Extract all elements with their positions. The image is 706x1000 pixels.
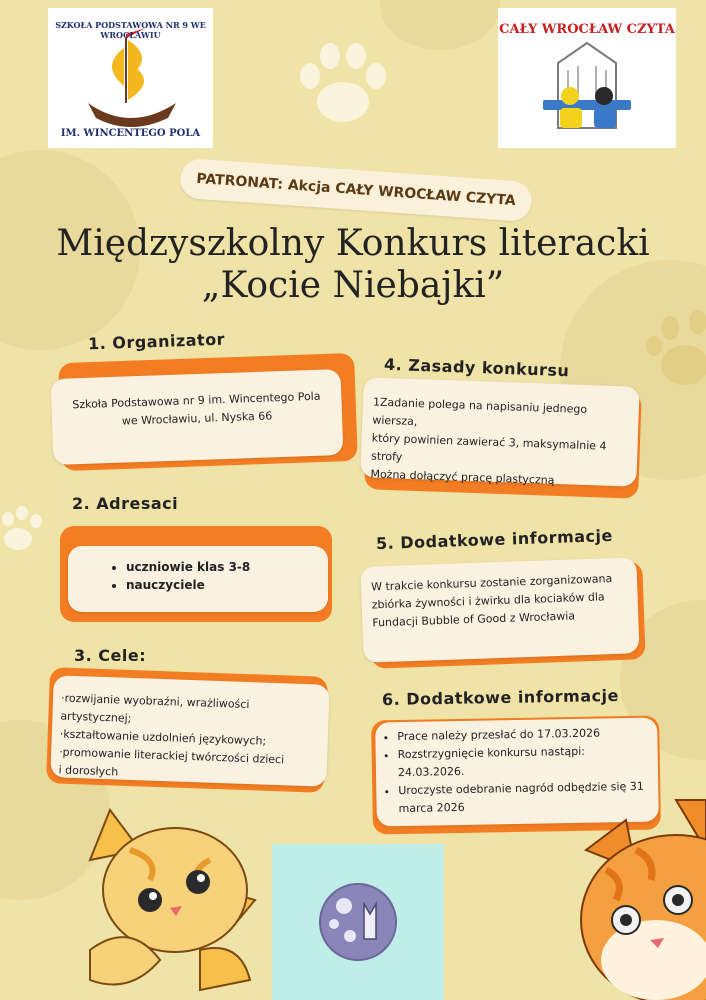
info5-card <box>360 557 639 663</box>
campaign-logo <box>498 8 676 148</box>
addressees-card <box>68 546 328 612</box>
rules-line: 1Zadanie polega na napisaniu jednego wiersza, <box>372 395 588 429</box>
paw-print-icon <box>0 505 45 555</box>
organizer-card <box>51 369 344 465</box>
goals-line: ·rozwijanie wyobraźni, wrażliwości artystycznej; <box>60 691 250 725</box>
list-item: • uczniowie klas 3-8 <box>126 558 328 576</box>
info5-heading: 5. Dodatkowe informacje <box>375 525 614 554</box>
list-item: • Uroczyste odebranie nagród odbędzie się 31 marca 2026 <box>398 778 651 818</box>
rules-line: strofy <box>370 449 403 464</box>
goals-heading: 3. Cele: <box>74 646 147 665</box>
cat-illustration-icon <box>70 790 270 1000</box>
goals-line: ·kształtowanie uzdolnień językowych; <box>59 727 267 748</box>
patron-banner <box>179 158 533 222</box>
paw-print-icon <box>288 40 398 130</box>
campaign-logo-text: CAŁY WROCŁAW CZYTA <box>499 22 675 37</box>
goals-line: ·promowanie literackiej twórczości dzieci <box>58 745 285 767</box>
cat-illustration-icon <box>566 790 706 1000</box>
info5-line: Fundacji Bubble of Good z Wrocławia <box>372 609 576 630</box>
page-subtitle: „Kocie Niebajki” <box>201 265 505 306</box>
addressees-heading: 2. Adresaci <box>72 494 179 513</box>
addressees-list <box>108 558 328 594</box>
organizer-line1: Szkoła Podstawowa nr 9 im. Wincentego Pola <box>72 389 321 412</box>
reading-children-icon <box>498 8 676 148</box>
patron-label: PATRONAT: Akcja CAŁY WROCŁAW CZYTA <box>195 170 517 210</box>
goals-card <box>50 675 329 787</box>
organizer-line2: we Wrocławiu, ul. Nyska 66 <box>121 409 273 428</box>
school-logo-top-text: SZKOŁA PODSTAWOWA NR 9 WE WROCŁAWIU <box>55 20 206 40</box>
paw-print-icon <box>640 300 706 400</box>
info5-line: W trakcie konkursu zostanie zorganizowana <box>370 572 613 594</box>
list-item: • nauczyciele <box>126 576 328 594</box>
background-blob <box>380 0 500 50</box>
rules-line: Można dołączyć pracę plastyczną <box>370 467 555 487</box>
school-logo-bottom-text: IM. WINCENTEGO POLA <box>60 128 201 139</box>
rules-heading: 4. Zasady konkursu <box>383 354 570 381</box>
rules-line: który powinien zawierać 3, maksymalnie 4 <box>371 431 607 453</box>
list-item: • Prace należy przesłać do 17.03.2026 <box>397 724 649 746</box>
page-title: Międzyszkolny Konkurs literacki <box>56 223 650 264</box>
school-logo <box>48 8 213 148</box>
list-item: • Rozstrzygnięcie konkursu nastąpi: 24.03.2026. <box>398 742 651 782</box>
info6-heading: 6. Dodatkowe informacje <box>381 685 620 710</box>
rules-card <box>360 377 639 487</box>
foundation-logo-icon <box>272 844 444 1000</box>
info5-line: zbiórka żywności i żwirku dla kociaków dla <box>371 590 605 612</box>
organizer-heading: 1. Organizator <box>87 329 226 354</box>
goals-line: i dorosłych <box>58 763 119 779</box>
foundation-logo-box <box>272 844 444 1000</box>
